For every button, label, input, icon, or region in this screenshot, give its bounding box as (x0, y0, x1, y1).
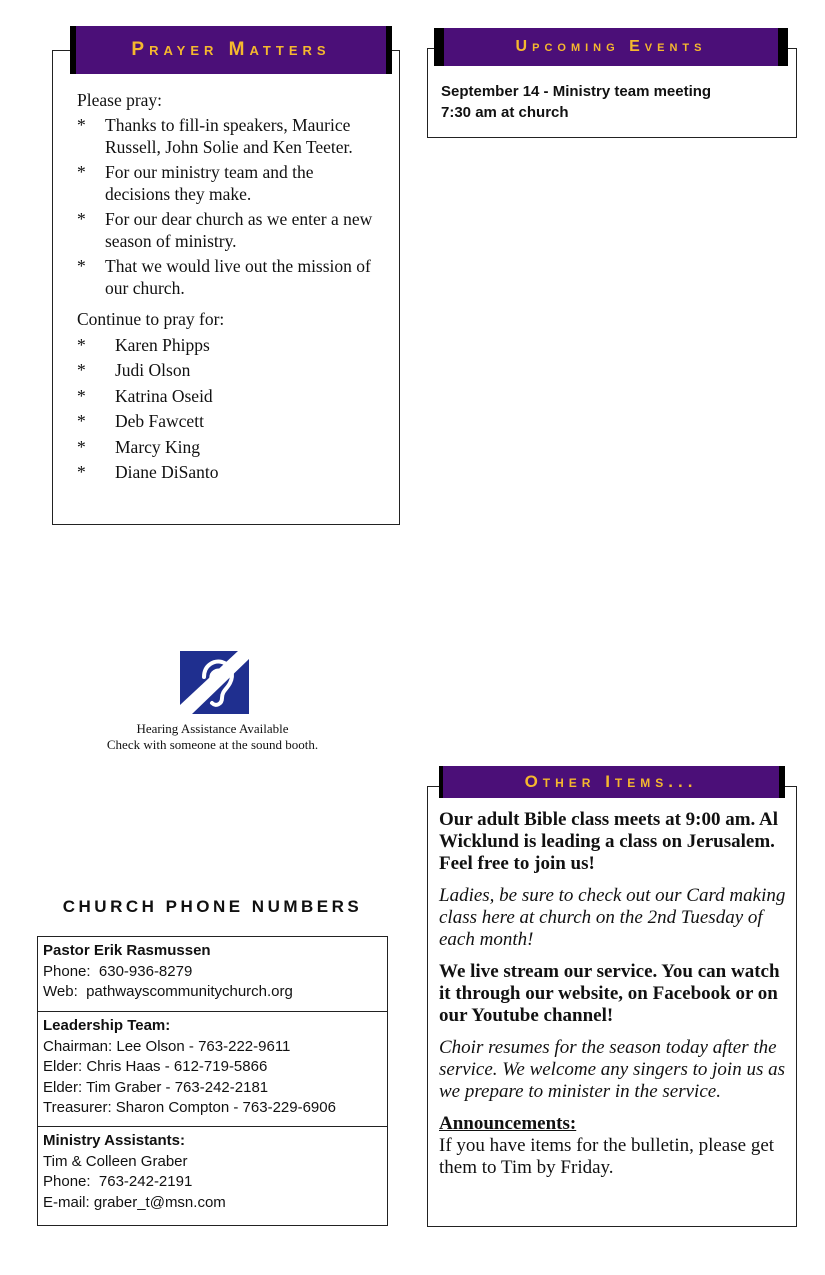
leadership-row: Elder: Tim Graber - 763-242-2181 (43, 1078, 269, 1096)
choir-note: Choir resumes for the season today after the service. We welcome any singers to join us as we prepare to minister in the service. (439, 1037, 785, 1102)
prayer-name: Karen Phipps (115, 334, 210, 355)
prayer-name-item (77, 409, 377, 435)
prayer-name-item (77, 434, 377, 460)
prayer-item (77, 161, 377, 206)
bible-class-note: Our adult Bible class meets at 9:00 am. Al Wicklund is leading a class on Jerusalem. Feel free to join us! (439, 809, 779, 874)
prayer-name: Deb Fawcett (115, 411, 204, 431)
prayer-name-item (77, 383, 377, 409)
event-entry (441, 81, 711, 123)
prayer-name: Diane DiSanto (115, 462, 219, 482)
leadership-head: Leadership Team: (43, 1017, 171, 1034)
live-stream-note: We live stream our service. You can watch it through our website, on Facebook or on our Youtube channel! (439, 961, 780, 1026)
email-address[interactable]: graber_t@msn.com (93, 1193, 226, 1211)
leadership-row: Treasurer: Sharon Compton - 763-229-6906 (43, 1099, 336, 1116)
hearing-line: Hearing Assistance Available (136, 721, 289, 736)
bullet-icon: * (77, 462, 86, 482)
bullet-icon: * (77, 255, 86, 276)
pastor-name: Pastor Erik Rasmussen (43, 942, 211, 959)
hearing-assistance-text (60, 721, 365, 752)
bullet-icon: * (77, 360, 86, 380)
phone-label: Phone: (43, 1173, 91, 1190)
continue-label: Continue to pray for: (77, 308, 225, 329)
leader-label: Treasurer: Sharon Compton (43, 1099, 230, 1116)
prayer-item-text: For our ministry team and the decisions they make. (105, 161, 314, 204)
leader-label: Elder: Chris Haas (43, 1058, 161, 1075)
prayer-name-item (77, 460, 377, 486)
bullet-icon: * (77, 334, 86, 355)
prayer-item-text: For our dear church as we enter a new season of ministry. (105, 208, 373, 251)
upcoming-events-banner (434, 28, 788, 66)
assistants-section (38, 1127, 387, 1213)
other-items-box (427, 786, 797, 1227)
card-class-note: Ladies, be sure to check out our Card making class here at church on the 2nd Tuesday of each month! (439, 885, 786, 950)
prayer-matters-title: Prayer Matters (131, 39, 331, 60)
pastor-web (43, 982, 387, 1003)
leadership-row: Chairman: Lee Olson - 763-222-9611 (43, 1037, 291, 1055)
prayer-name: Katrina Oseid (115, 385, 213, 406)
phone-number: 630-936-8279 (98, 962, 193, 980)
assistants-head: Ministry Assistants: (43, 1132, 185, 1149)
leader-number: 612-719-5866 (173, 1058, 268, 1075)
email-label: E-mail: (43, 1193, 90, 1211)
leadership-section (38, 1012, 387, 1127)
prayer-intro: Please pray: (77, 90, 163, 110)
prayer-item-text: That we would live out the mission of our church. (105, 255, 371, 298)
prayer-matters-banner (70, 26, 392, 74)
other-items-content (439, 809, 789, 1179)
assistants-names: Tim & Colleen Graber (43, 1152, 188, 1170)
prayer-name: Judi Olson (115, 360, 191, 380)
web-url[interactable]: pathwayscommunitychurch.org (86, 983, 293, 1000)
prayer-item (77, 208, 377, 253)
other-items-banner (439, 766, 785, 798)
leader-number: 763-229-6906 (242, 1099, 336, 1116)
phone-numbers-box (37, 936, 388, 1226)
announcements-heading: Announcements: (439, 1113, 577, 1134)
bullet-icon: * (77, 385, 86, 406)
leadership-row: Elder: Chris Haas - 612-719-5866 (43, 1058, 268, 1075)
other-items-title: Other Items... (524, 772, 698, 791)
phone-number: 763-242-2191 (98, 1173, 193, 1190)
phone-numbers-title: CHURCH PHONE NUMBERS (62, 897, 363, 916)
phone-label: Phone: (43, 962, 91, 980)
bullet-icon: * (77, 411, 86, 431)
leader-label: Chairman: Lee Olson (43, 1037, 185, 1055)
pastor-phone (43, 962, 387, 983)
prayer-name: Marcy King (115, 436, 201, 457)
prayer-content (77, 89, 377, 485)
announcements-text: If you have items for the bulletin, please get them to Tim by Friday. (439, 1135, 775, 1178)
prayer-item-text: Thanks to fill-in speakers, Maurice Russell, John Solie and Ken Teeter. (105, 114, 353, 157)
bullet-icon: * (77, 114, 86, 135)
event-line: September 14 - Ministry team meeting (441, 83, 712, 100)
prayer-item (77, 114, 377, 159)
leader-number: 763-222-9611 (198, 1037, 291, 1055)
event-line: 7:30 am at church (441, 104, 569, 121)
pastor-section (38, 937, 387, 1012)
assistants-phone (43, 1172, 387, 1193)
leader-number: 763-242-2181 (174, 1078, 269, 1096)
hearing-line: Check with someone at the sound booth. (106, 736, 319, 752)
bullet-icon: * (77, 161, 86, 182)
prayer-name-item (77, 332, 377, 358)
leader-label: Elder: Tim Graber (43, 1078, 162, 1096)
hearing-assistance-icon (180, 651, 249, 714)
bullet-icon: * (77, 436, 86, 457)
assistants-email (43, 1193, 387, 1214)
upcoming-events-title: Upcoming Events (515, 38, 707, 55)
prayer-matters-box (52, 50, 400, 525)
prayer-name-item (77, 358, 377, 384)
prayer-item (77, 255, 377, 300)
bullet-icon: * (77, 208, 86, 229)
web-label: Web: (43, 983, 78, 1000)
